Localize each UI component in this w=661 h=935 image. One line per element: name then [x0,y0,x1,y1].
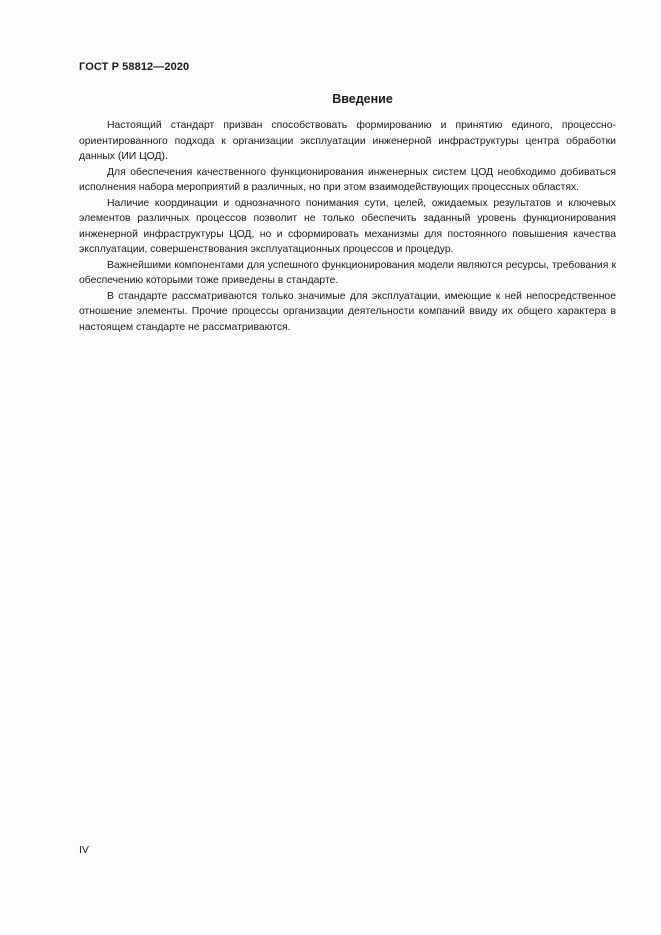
section-title: Введение [332,92,393,106]
paragraph: Настоящий стандарт призван способствовать формированию и принятию единого, процессно-ориентированного подхода к организации эксплуатации инженерной инфраструктуры центра обработки данных (ИИ ЦОД). [79,120,616,162]
document-header: ГОСТ Р 58812—2020 [79,61,190,73]
paragraph: Наличие координации и однозначного понимания сути, целей, ожидаемых результатов и ключевых элементов различных процессов позволит не только обеспечить заданный уровень функционирования инженерной инфраструктуры ЦОД, но и сформировать механизмы для постоянного повышения качества эксплуатации, совершенствования эксплуатационных процессов и процедур. [79,197,616,255]
page-number: IV [79,844,89,856]
paragraph: Для обеспечения качественного функционирования инженерных систем ЦОД необходимо добиваться исполнения набора мероприятий в различных, но при этом взаимодействующих процессных областях. [79,166,616,193]
paragraph: Важнейшими компонентами для успешного функционирования модели являются ресурсы, требования к обеспечению которыми тоже приведены в стандарте. [79,259,616,286]
paragraph: В стандарте рассматриваются только значимые для эксплуатации, имеющие к ней непосредственное отношение элементы. Прочие процессы организации деятельности компаний ввиду их общего характера в настоящем стандарте не рассматриваются. [79,290,616,333]
body-text [79,118,616,335]
